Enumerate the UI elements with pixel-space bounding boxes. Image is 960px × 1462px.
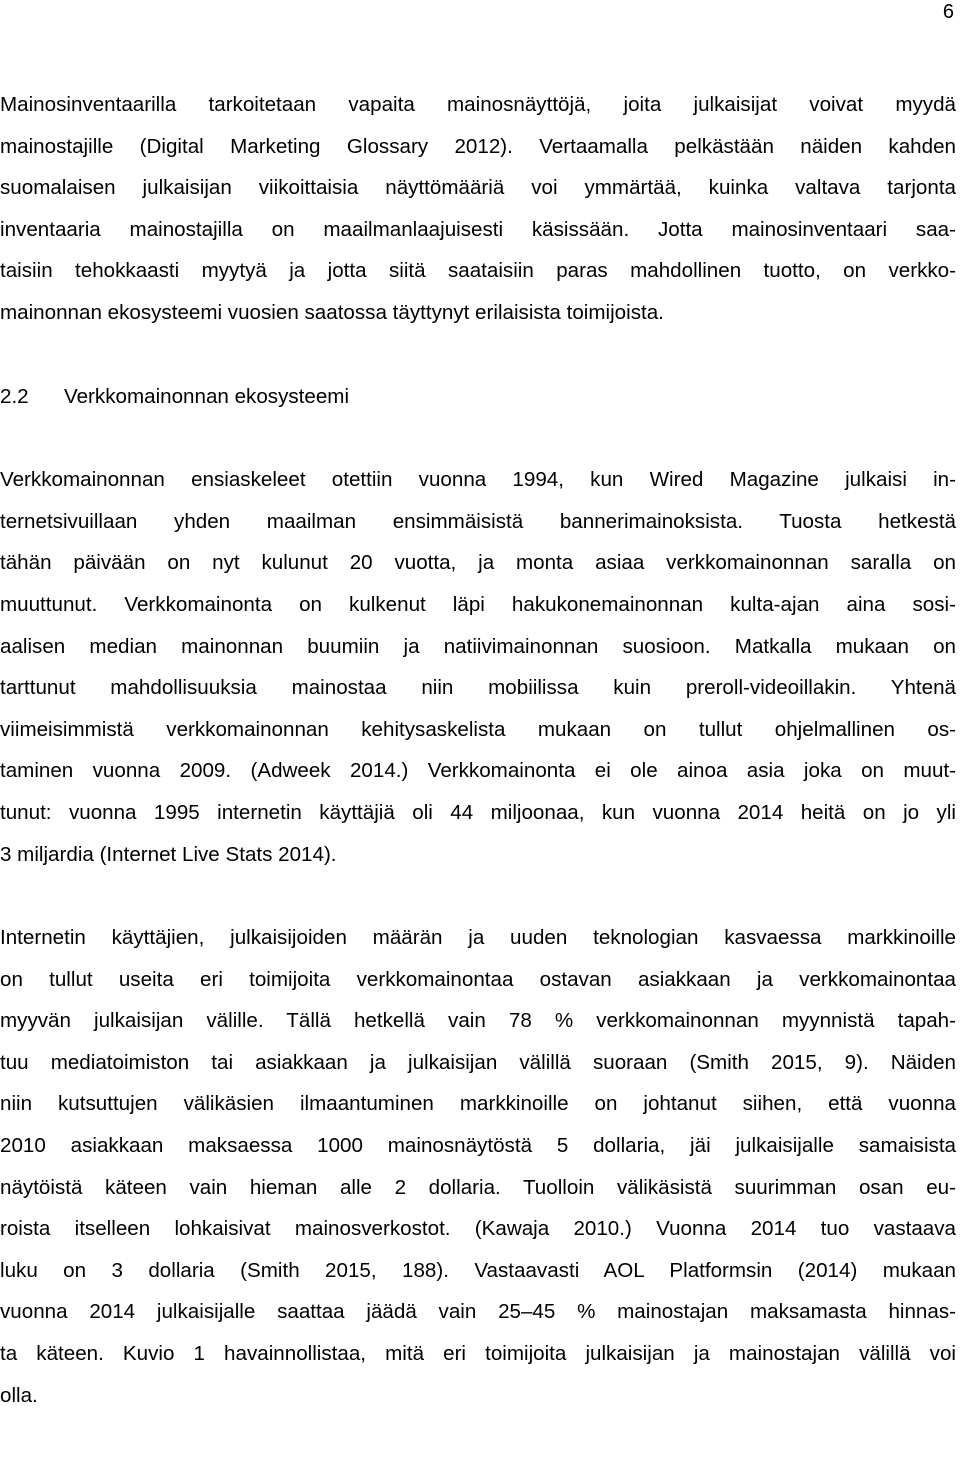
paragraph-3 <box>0 917 956 1416</box>
paragraph-line: myyvän julkaisijan välille. Tällä hetkellä vain 78 % verkkomainonnan myynnistä tapah- <box>0 1009 956 1033</box>
paragraph-line: luku on 3 dollaria (Smith 2015, 188). Vastaavasti AOL Platformsin (2014) mukaan <box>0 1258 956 1282</box>
section-number: 2.2 <box>0 384 29 408</box>
paragraph-line: näytöistä käteen vain hieman alle 2 dollaria. Tuolloin välikäsistä suurimman osan eu- <box>0 1175 956 1199</box>
paragraph-line: tunut: vuonna 1995 internetin käyttäjiä oli 44 miljoonaa, kun vuonna 2014 heitä on jo yli <box>0 800 956 824</box>
paragraph-line: olla. <box>0 1383 38 1407</box>
section-heading <box>0 376 956 418</box>
paragraph-line: aalisen median mainonnan buumiin ja natiivimainonnan suosioon. Matkalla mukaan on <box>0 634 956 658</box>
paragraph-line: viimeisimmistä verkkomainonnan kehitysaskelista mukaan on tullut ohjelmallinen os- <box>0 717 956 741</box>
paragraph-2 <box>0 459 956 875</box>
section-title: Verkkomainonnan ekosysteemi <box>64 384 350 408</box>
paragraph-line: taisiin tehokkaasti myytyä ja jotta siitä saataisiin paras mahdollinen tuotto, on verkko- <box>0 259 956 283</box>
paragraph-line: Mainosinventaarilla tarkoitetaan vapaita mainosnäyttöjä, joita julkaisijat voivat myydä <box>0 93 956 116</box>
paragraph-line: muuttunut. Verkkomainonta on kulkenut läpi hakukonemainonnan kulta-ajan aina sosi- <box>0 592 956 616</box>
paragraph-line: inventaaria mainostajilla on maailmanlaajuisesti käsissään. Jotta mainosinventaari saa- <box>0 217 956 241</box>
paragraph-line: 2010 asiakkaan maksaessa 1000 mainosnäytöstä 5 dollaria, jäi julkaisijalle samaisista <box>0 1134 956 1158</box>
page-number: 6 <box>942 1 954 23</box>
page-content <box>0 84 956 1416</box>
paragraph-line: tähän päivään on nyt kulunut 20 vuotta, ja monta asiaa verkkomainonnan saralla on <box>0 551 956 575</box>
paragraph-line: taminen vuonna 2009. (Adweek 2014.) Verkkomainonta ei ole ainoa asia joka on muut- <box>0 759 956 783</box>
paragraph-line: 3 miljardia (Internet Live Stats 2014). <box>0 842 337 866</box>
paragraph-line: vuonna 2014 julkaisijalle saattaa jäädä vain 25–45 % mainostajan maksamasta hinnas- <box>0 1300 956 1324</box>
paragraph-line: tuu mediatoimiston tai asiakkaan ja julkaisijan välillä suoraan (Smith 2015, 9). Näiden <box>0 1050 956 1074</box>
paragraph-line: Internetin käyttäjien, julkaisijoiden määrän ja uuden teknologian kasvaessa markkinoille <box>0 926 956 950</box>
paragraph-line: mainonnan ekosysteemi vuosien saatossa täyttynyt erilaisista toimijoista. <box>0 300 664 324</box>
paragraph-line: niin kutsuttujen välikäsien ilmaantuminen markkinoille on johtanut siihen, että vuonna <box>0 1092 956 1116</box>
paragraph-line: Verkkomainonnan ensiaskeleet otettiin vuonna 1994, kun Wired Magazine julkaisi in- <box>0 468 956 492</box>
paragraph-line: roista itselleen lohkaisivat mainosverkostot. (Kawaja 2010.) Vuonna 2014 tuo vastaava <box>0 1217 956 1241</box>
paragraph-line: suomalaisen julkaisijan viikoittaisia näyttömääriä voi ymmärtää, kuinka valtava tarjonta <box>0 176 956 200</box>
paragraph-line: on tullut useita eri toimijoita verkkomainontaa ostavan asiakkaan ja verkkomainontaa <box>0 967 956 991</box>
paragraph-line: ternetsivuillaan yhden maailman ensimmäisistä bannerimainoksista. Tuosta hetkestä <box>0 509 956 533</box>
paragraph-line: tarttunut mahdollisuuksia mainostaa niin mobiilissa kuin preroll-videoillakin. Yhtenä <box>0 676 956 700</box>
paragraph-line: ta käteen. Kuvio 1 havainnollistaa, mitä eri toimijoita julkaisijan ja mainostajan välillä voi <box>0 1342 956 1366</box>
paragraph-line: mainostajille (Digital Marketing Glossary 2012). Vertaamalla pelkästään näiden kahden <box>0 134 956 158</box>
paragraph-1 <box>0 84 956 334</box>
